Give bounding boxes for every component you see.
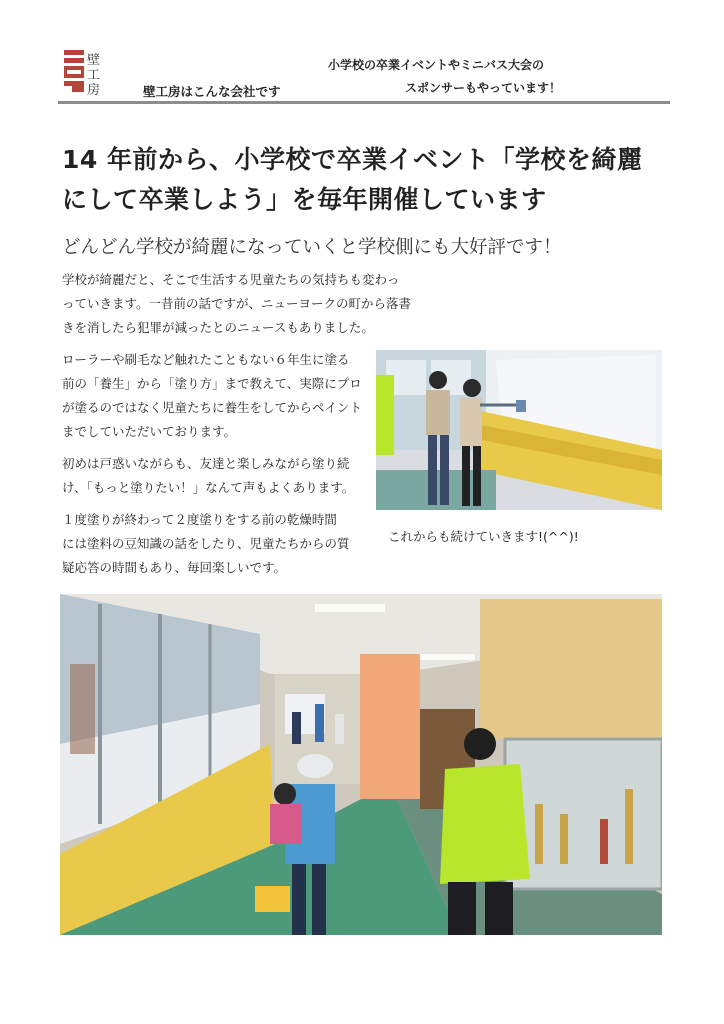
paragraph-line: までしていただいております。 (62, 424, 237, 439)
paragraph-line: が塗るのではなく児童たちに養生をしてからペイント (62, 400, 363, 415)
sponsor-line-1: 小学校の卒業イベントやミニバス大会の (328, 58, 545, 72)
paragraph-4 (62, 508, 362, 580)
sponsor-line-2: スポンサーもやっています！ (405, 81, 562, 95)
company-tagline: 壁工房はこんな会社です (143, 84, 281, 99)
paragraph-line: には塗料の豆知識の話をしたり、児童たちからの質 (62, 536, 350, 551)
article-title (62, 140, 672, 220)
paragraph-line: 学校が綺麗だと、そこで生活する児童たちの気持ちも変わっ (62, 272, 400, 287)
title-line-2: にして卒業しよう」を毎年開催しています (62, 185, 547, 214)
photo-students-painting (376, 350, 662, 510)
header-divider (58, 101, 670, 104)
paragraph-2 (62, 348, 362, 444)
paragraph-3 (62, 452, 362, 500)
paragraph-line: １度塗りが終わって２度塗りをする前の乾燥時間 (62, 512, 337, 527)
paragraph-line: 疑応答の時間もあり、毎回楽しいです。 (62, 560, 287, 575)
paragraph-line: 初めは戸惑いながらも、友達と楽しみながら塗り続 (62, 456, 350, 471)
title-line-1: 14 年前から、小学校で卒業イベント「学校を綺麗 (62, 145, 643, 174)
svg-text:工: 工 (87, 68, 101, 83)
paragraph-line: っていきます。一昔前の話ですが、ニューヨークの町から落書 (62, 296, 412, 311)
svg-text:壁: 壁 (87, 53, 101, 68)
company-logo (62, 48, 120, 96)
paragraph-line: 前の「養生」から「塗り方」まで教えて、実際にプロ (62, 376, 362, 391)
svg-text:房: 房 (87, 83, 101, 96)
photo-caption: これからも続けていきます!(^^)! (388, 529, 579, 544)
paragraph-1 (62, 268, 412, 340)
paragraph-line: け、「もっと塗りたい！」なんて声もよくあります。 (62, 480, 355, 495)
paragraph-line: きを消したら犯罪が減ったとのニュースもありました。 (62, 320, 374, 335)
photo-hallway-painting (60, 594, 662, 935)
article-subtitle: どんどん学校が綺麗になっていくと学校側にも大好評です！ (62, 237, 562, 258)
paragraph-line: ローラーや刷毛など触れたこともない６年生に塗る (62, 352, 350, 367)
